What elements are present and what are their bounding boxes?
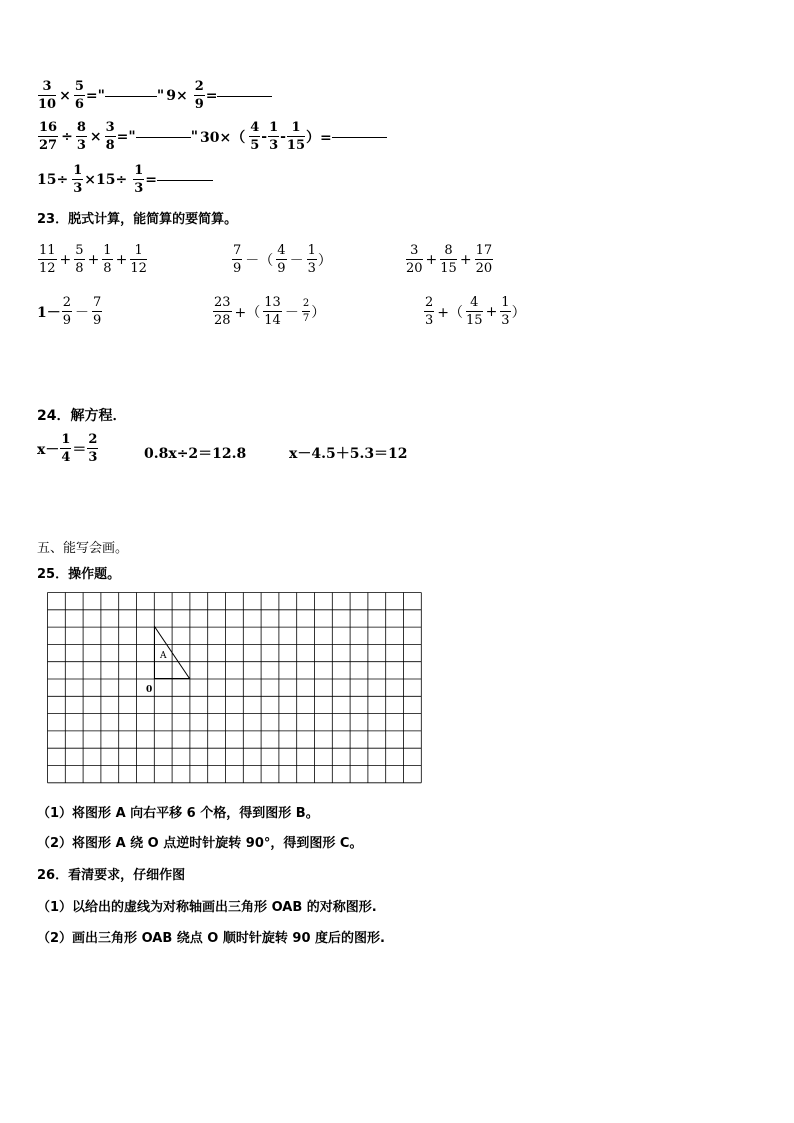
- fraction: $\frac{3}{10}$: [38, 79, 57, 112]
- q22-row1: $\frac{3}{10}$ × $\frac{5}{6}$ =" " 9× $\frac{2}{9}$ =: [37, 80, 272, 111]
- q23-expression-1: $\frac{11}{12}$ + $\frac{5}{8}$ + $\frac{1}{8}$ + $\frac{1}{12}$: [39, 243, 147, 276]
- q23-expression-4: 1－ $\frac{2}{9}$ － $\frac{7}{9}$: [37, 295, 102, 328]
- q23-expression-2: $\frac{7}{9}$ －（ $\frac{4}{9}$ － $\frac{1}{3}$ ）: [233, 243, 332, 276]
- answer-blank[interactable]: [105, 95, 157, 97]
- q25-part-1: （1）将图形 A 向右平移 6 个格，得到图形 B。: [37, 806, 319, 821]
- q23-expression-5: $\frac{23}{28}$ +（ $\frac{13}{14}$ － $\frac{2}{7}$ ）: [214, 295, 326, 328]
- fraction: $\frac{8}{3}$: [76, 120, 86, 153]
- answer-blank[interactable]: [157, 179, 213, 181]
- fraction: $\frac{1}{3}$: [269, 120, 279, 153]
- label-a: A: [160, 651, 167, 661]
- q24-equation-2: 0.8x÷2＝12.8: [144, 446, 247, 462]
- fraction: $\frac{1}{3}$: [73, 163, 83, 196]
- grid-figure[interactable]: [45, 590, 425, 785]
- q26-part-1: （1）以给出的虚线为对称轴画出三角形 OAB 的对称图形.: [37, 900, 377, 915]
- fraction: $\frac{1}{15}$: [286, 120, 306, 153]
- question-25-title: 25．操作题。: [37, 567, 121, 582]
- q24-equation-1: x－ $\frac{1}{4}$ ＝ $\frac{2}{3}$: [37, 432, 98, 465]
- fraction: $\frac{5}{6}$: [74, 79, 84, 112]
- fraction: $\frac{16}{27}$: [39, 120, 58, 153]
- answer-blank[interactable]: [136, 136, 191, 138]
- fraction: $\frac{3}{8}$: [105, 120, 115, 153]
- question-23-title: 23．脱式计算，能简算的要简算。: [37, 212, 238, 227]
- fraction: $\frac{1}{3}$: [134, 163, 144, 196]
- q23-expression-6: $\frac{2}{3}$ +（ $\frac{4}{15}$ + $\frac{1}{3}$ ）: [425, 295, 526, 328]
- answer-blank[interactable]: [217, 95, 272, 97]
- q22-row3: 15÷ $\frac{1}{3}$ ×15÷ $\frac{1}{3}$ =: [37, 164, 213, 195]
- q26-part-2: （2）画出三角形 OAB 绕点 O 顺时针旋转 90 度后的图形.: [37, 931, 385, 946]
- fraction: $\frac{4}{5}$: [250, 120, 260, 153]
- fraction: $\frac{2}{9}$: [194, 79, 204, 112]
- q24-equation-3: x－4.5＋5.3＝12: [289, 446, 408, 462]
- q25-part-2: （2）将图形 A 绕 O 点逆时针旋转 90°，得到图形 C。: [37, 836, 363, 851]
- question-24-title: 24．解方程．: [37, 408, 127, 424]
- answer-blank[interactable]: [332, 136, 387, 138]
- grid-lines: [48, 593, 422, 783]
- q23-expression-3: $\frac{3}{20}$ + $\frac{8}{15}$ + $\frac{17}{20}$: [406, 243, 493, 276]
- q22-row2: $\frac{16}{27}$ ÷ $\frac{8}{3}$ × $\frac{3}{8}$ =" " 30×（ $\frac{4}{5}$ - $\frac{1}{3}$ - $\frac{1}{15}$ ）=: [37, 121, 387, 152]
- section-5-heading: 五、能写会画。: [37, 541, 129, 556]
- question-26-title: 26．看清要求，仔细作图: [37, 868, 186, 883]
- label-o: 0: [146, 685, 153, 695]
